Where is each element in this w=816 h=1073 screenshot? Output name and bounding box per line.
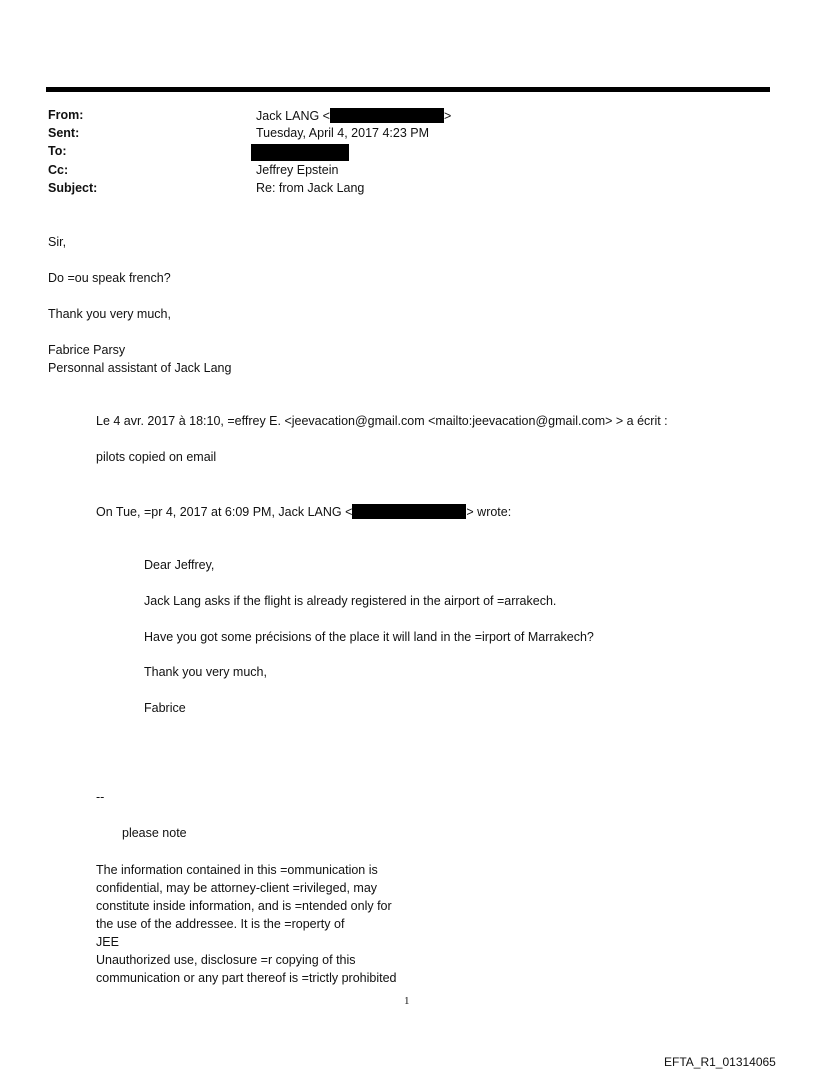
quote-intro: Le 4 avr. 2017 à 18:10, =effrey E. <jeevacation@gmail.com <mailto:jeevacation@gmail.com> > a écrit : xyxy=(96,414,668,428)
quote-email-redaction xyxy=(352,504,466,519)
notice-line: Unauthorized use, disclosure =r copying of this xyxy=(96,953,356,967)
confidentiality-notice xyxy=(96,861,397,987)
subject-value: Re: from Jack Lang xyxy=(256,181,365,195)
please-note: please note xyxy=(122,826,187,840)
quote-intro-2-prefix: On Tue, =pr 4, 2017 at 6:09 PM, Jack LANG < xyxy=(96,505,353,519)
signature-title: Personnal assistant of Jack Lang xyxy=(48,361,232,375)
to-label: To: xyxy=(48,144,67,158)
subject-label: Subject: xyxy=(48,181,98,195)
from-name: Jack LANG < xyxy=(256,109,330,123)
nested-sign: Fabrice xyxy=(144,701,186,715)
quote-intro-2-suffix: > wrote: xyxy=(466,505,512,519)
thanks: Thank you very much, xyxy=(48,307,171,321)
body-line: Do =ou speak french? xyxy=(48,271,171,285)
cc-label: Cc: xyxy=(48,163,69,177)
nested-thanks: Thank you very much, xyxy=(144,665,267,679)
signature-name: Fabrice Parsy xyxy=(48,343,126,357)
sent-label: Sent: xyxy=(48,126,80,140)
nested-line-2: Have you got some précisions of the place it will land in the =irport of Marrakech? xyxy=(144,630,594,644)
to-redaction xyxy=(251,144,349,161)
greeting: Sir, xyxy=(48,235,67,249)
document-id: EFTA_R1_01314065 xyxy=(664,1055,776,1069)
notice-line: communication or any part thereof is =trictly prohibited xyxy=(96,971,397,985)
from-value xyxy=(256,108,451,123)
from-email-redaction xyxy=(330,108,444,123)
nested-greeting: Dear Jeffrey, xyxy=(144,558,215,572)
separator-dashes: -- xyxy=(96,790,105,804)
page-number: 1 xyxy=(404,995,410,1007)
notice-line: confidential, may be attorney-client =rivileged, may xyxy=(96,881,378,895)
cc-value: Jeffrey Epstein xyxy=(256,163,339,177)
notice-line: The information contained in this =ommunication is xyxy=(96,863,378,877)
nested-line-1: Jack Lang asks if the flight is already registered in the airport of =arrakech. xyxy=(144,594,557,608)
notice-line: the use of the addressee. It is the =roperty of xyxy=(96,917,345,931)
notice-line: JEE xyxy=(96,935,119,949)
sent-value: Tuesday, April 4, 2017 4:23 PM xyxy=(256,126,430,140)
notice-line: constitute inside information, and is =ntended only for xyxy=(96,899,392,913)
header-rule xyxy=(46,87,770,92)
quote-text: pilots copied on email xyxy=(96,450,217,464)
quote-intro-2 xyxy=(96,504,511,519)
from-bracket: > xyxy=(444,109,452,123)
from-label: From: xyxy=(48,108,84,122)
